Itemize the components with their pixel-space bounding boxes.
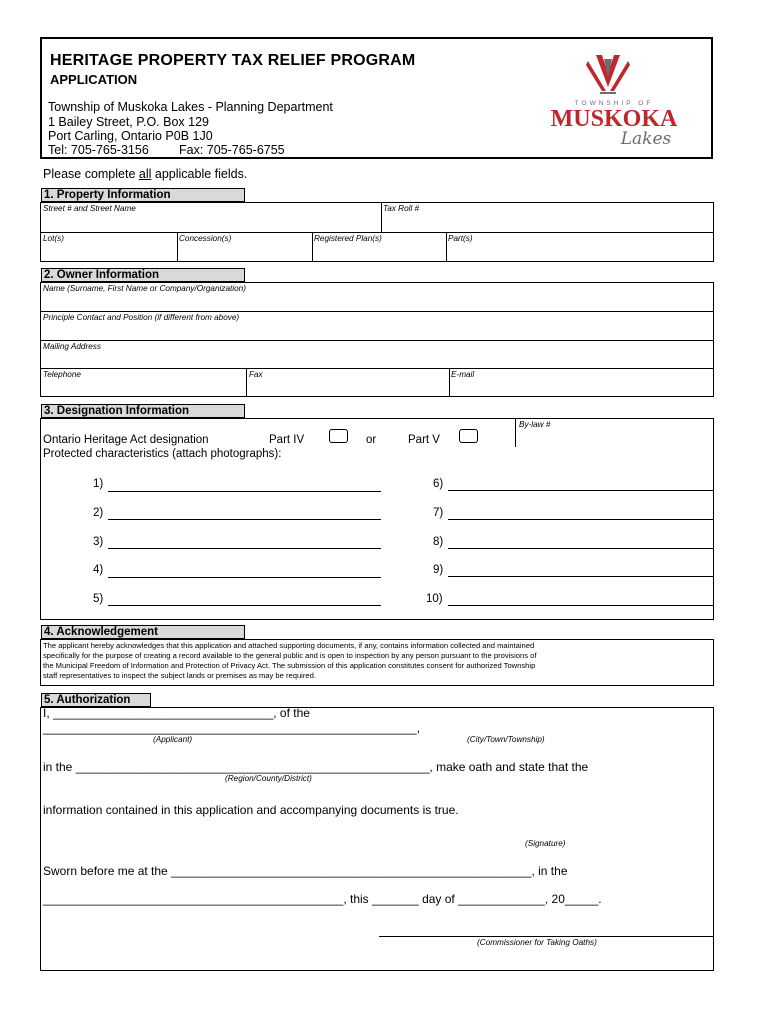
commissioner-caption: (Commissioner for Taking Oaths) [477,938,597,947]
fax-field[interactable] [248,379,448,395]
item-number: 9) [433,564,444,576]
or-label: or [366,434,377,446]
date-line: _____________________________________________, this _______ day of _____________, 20_____. [43,892,602,906]
commissioner-signature-line[interactable] [379,936,713,937]
lots-label: Lot(s) [43,234,64,243]
concessions-label: Concession(s) [179,234,232,243]
tax-roll-label: Tax Roll # [383,204,420,213]
bylaw-field[interactable] [517,429,712,447]
address-line-street: 1 Bailey Street, P.O. Box 129 [48,115,209,129]
region-blank[interactable]: _____________________________________________________ [75,760,430,774]
applicant-caption: (Applicant) [153,735,193,744]
telephone-number: Tel: 705-765-3156 [48,143,149,157]
section-4-title: 4. Acknowledgement [41,625,245,639]
region-caption: (Region/County/District) [225,774,312,783]
applicant-line: I, _________________________________, of the [43,706,310,720]
characteristic-line-9[interactable] [448,576,713,577]
month-blank[interactable]: _____________ [458,892,545,906]
protected-characteristics-label: Protected characteristics (attach photographs): [43,448,282,460]
item-number: 4) [93,564,104,576]
parts-field[interactable] [448,243,712,261]
form-title: HERITAGE PROPERTY TAX RELIEF PROGRAM [50,52,416,69]
svg-text:MUSKOKA: MUSKOKA [550,106,678,132]
part-v-label: Part V [408,434,440,446]
registered-plans-label: Registered Plan(s) [314,234,382,243]
authorization-box [40,707,714,971]
sworn-location-blank[interactable]: ______________________________________________________ [171,864,532,878]
contact-label: Principle Contact and Position (if different from above) [43,313,240,322]
day-blank[interactable]: _______ [372,892,419,906]
characteristic-line-3[interactable] [108,548,381,549]
part-iv-label: Part IV [269,434,305,446]
street-label: Street # and Street Name [43,204,136,213]
signature-field[interactable] [371,824,711,838]
year-blank[interactable]: _____. [564,892,602,906]
item-number: 10) [426,593,443,605]
fax-label: Fax [249,370,263,379]
item-number: 2) [93,507,104,519]
email-field[interactable] [451,379,712,395]
designation-label: Ontario Heritage Act designation [43,434,209,446]
item-number: 7) [433,507,444,519]
item-number: 8) [433,536,444,548]
sworn-region-blank[interactable]: _____________________________________________ [43,892,344,906]
section-3-title: 3. Designation Information [41,404,245,418]
section-2-title: 2. Owner Information [41,268,245,282]
form-header [40,37,713,159]
part-v-checkbox[interactable] [459,429,478,443]
part-iv-checkbox[interactable] [329,429,348,443]
characteristic-line-4[interactable] [108,577,381,578]
applicant-name-blank[interactable]: _________________________________ [53,706,274,720]
svg-text:Lakes: Lakes [620,129,672,147]
acknowledgement-line: specifically for the purpose of creating a record available to the general public and is open to inspection by any person pursuant to the provisions of [43,651,537,660]
characteristic-line-6[interactable] [448,490,713,491]
bylaw-label: By-law # [519,420,551,429]
owner-name-field[interactable] [42,293,712,310]
mailing-address-field[interactable] [42,350,712,367]
characteristic-line-10[interactable] [448,605,713,606]
section-5-title: 5. Authorization [41,693,151,707]
instructions: Please complete all applicable fields. [43,167,248,181]
item-number: 5) [93,593,104,605]
address-line-city: Port Carling, Ontario P0B 1J0 [48,129,213,143]
characteristic-line-8[interactable] [448,548,713,549]
street-field[interactable] [42,213,380,231]
svg-text:TOWNSHIP OF: TOWNSHIP OF [574,100,654,107]
acknowledgement-box [40,639,714,686]
characteristic-line-5[interactable] [108,605,381,606]
acknowledgement-line: staff representatives to inspect the subject lands or premises as may be required. [43,671,316,680]
city-blank[interactable]: ________________________________________________________, [43,721,421,735]
item-number: 1) [93,478,104,490]
region-line: in the _____________________________________________________, make oath and state that the [43,760,589,774]
township-logo [528,47,698,147]
characteristic-line-7[interactable] [448,519,713,520]
registered-plans-field[interactable] [314,243,445,261]
principal-contact-field[interactable] [42,322,712,339]
mailing-label: Mailing Address [43,342,101,351]
email-label: E-mail [451,370,475,379]
section-1-title: 1. Property Information [41,188,245,202]
declaration-text: information contained in this application and accompanying documents is true. [43,803,459,817]
property-information-box [40,202,714,262]
telephone-label: Telephone [43,370,81,379]
fax-number: Fax: 705-765-6755 [179,143,285,157]
parts-label: Part(s) [448,234,473,243]
form-subtitle: APPLICATION [50,72,138,87]
concessions-field[interactable] [179,243,311,261]
item-number: 6) [433,478,444,490]
telephone-field[interactable] [42,379,245,395]
address-line-department: Township of Muskoka Lakes - Planning Department [48,100,333,114]
muskoka-crest-icon [528,47,698,147]
acknowledgement-line: The applicant hereby acknowledges that this application and attached supporting documents, if any, contains information collected and maintained [43,641,535,650]
owner-information-box [40,282,714,397]
item-number: 3) [93,536,104,548]
designation-information-box [40,418,714,620]
city-caption: (City/Town/Township) [467,735,545,744]
characteristic-line-2[interactable] [108,519,381,520]
tax-roll-field[interactable] [383,213,712,231]
lots-field[interactable] [42,243,176,261]
signature-caption: (Signature) [525,839,566,848]
acknowledgement-line: the Municipal Freedom of Information and Protection of Privacy Act. The submission of this application constitutes consent for authorized Township [43,661,536,670]
characteristic-line-1[interactable] [108,491,381,492]
sworn-line: Sworn before me at the ______________________________________________________, in the [43,864,568,878]
name-label: Name (Surname, First Name or Company/Organization) [43,284,246,293]
